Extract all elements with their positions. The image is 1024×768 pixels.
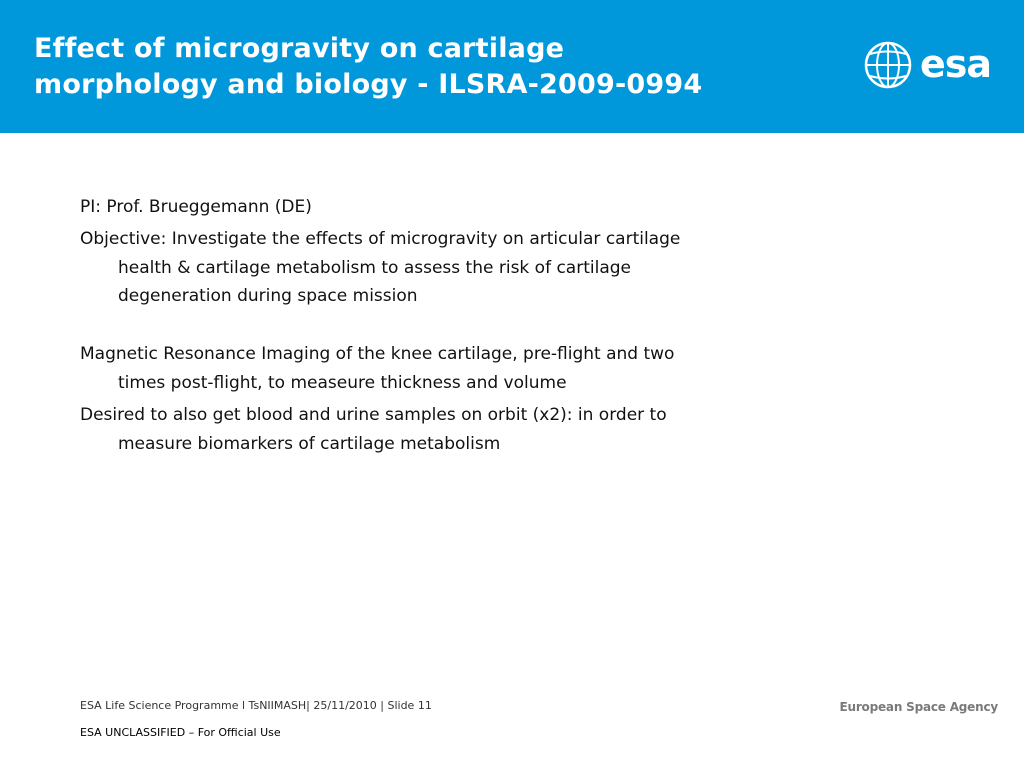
slide-body bbox=[80, 193, 720, 458]
body-paragraph-samples: Desired to also get blood and urine samples on orbit (x2): in order to measure biomarkers of cartilage metabolism bbox=[80, 404, 667, 454]
slide-title bbox=[34, 31, 834, 103]
esa-logo bbox=[863, 40, 1003, 96]
body-paragraph-mri: Magnetic Resonance Imaging of the knee cartilage, pre-flight and two times post-flight, to measeure thickness and volume bbox=[80, 344, 675, 393]
body-paragraph-pi: PI: Prof. Brueggemann (DE) bbox=[80, 197, 312, 217]
footer-agency-name: European Space Agency bbox=[839, 700, 998, 714]
body-paragraph-objective: Objective: Investigate the effects of microgravity on articular cartilage health & cartilage metabolism to assess the risk of cartilage degeneration during space mission bbox=[80, 228, 681, 307]
footer-classification: ESA UNCLASSIFIED – For Official Use bbox=[80, 726, 281, 739]
slide-title-line-1: Effect of microgravity on cartilage bbox=[34, 33, 565, 64]
slide-title-line-2: morphology and biology - ILSRA-2009-0994 bbox=[34, 69, 703, 100]
footer-programme: ESA Life Science Programme l TsNIIMASH| 25/11/2010 | Slide 11 bbox=[80, 699, 432, 712]
esa-wordmark: esa bbox=[920, 42, 992, 86]
esa-globe-icon bbox=[863, 40, 913, 90]
